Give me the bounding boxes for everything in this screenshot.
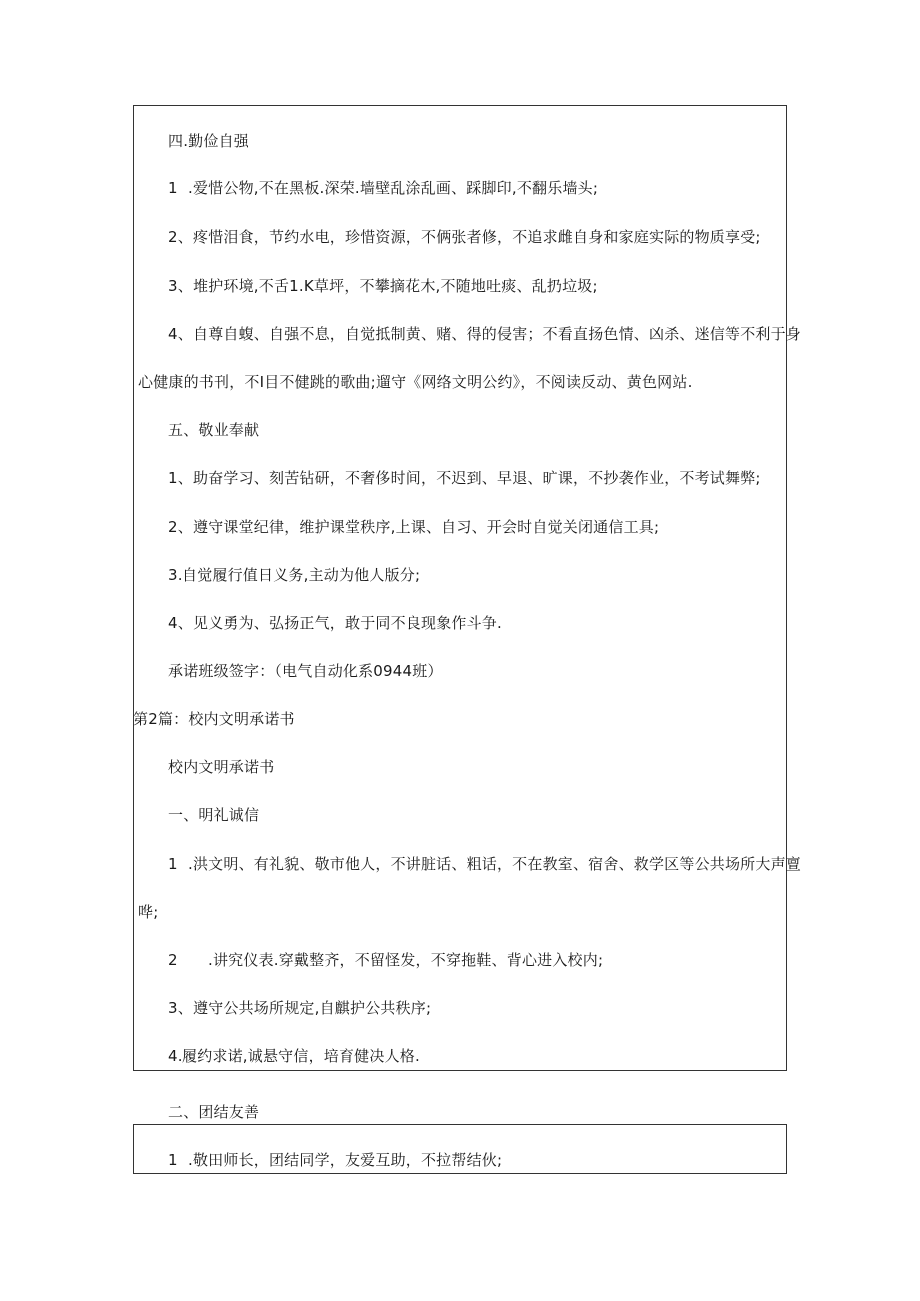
item-number: 4、 bbox=[168, 614, 193, 632]
item-text: 遵守课堂纪律，维护课堂秩序,上课、自习、开会时自觉关闭通信工具; bbox=[193, 518, 660, 536]
list-item bbox=[168, 1046, 420, 1066]
item-text: .敬田师长，团结同学，友爱互助，不拉帮结伙; bbox=[188, 1151, 503, 1169]
item-number: 4、 bbox=[168, 325, 193, 343]
section-heading-dedication: 五、敬业奉献 bbox=[168, 421, 260, 439]
list-item bbox=[168, 854, 801, 874]
list-item bbox=[168, 517, 659, 537]
item-number: 4. bbox=[168, 1047, 183, 1065]
item-text: 自尊自蝮、自强不息，自觉抵制黄、赌、得的侵害；不看直扬色情、凶杀、迷信等不利于身 bbox=[193, 325, 802, 343]
list-item bbox=[168, 565, 420, 585]
item-text: 见义勇为、弘扬正气，敢于同不良现象作斗争. bbox=[193, 614, 502, 632]
item-number: 3. bbox=[168, 566, 183, 584]
list-item bbox=[168, 468, 761, 488]
chapter-title: 第2篇：校内文明承诺书 bbox=[133, 710, 295, 728]
item-text: 堆护环境,不舌1.K草坪，不攀摘花木,不随地吐痰、乱扔垃圾; bbox=[193, 277, 598, 295]
item-number: 1 bbox=[168, 1151, 178, 1169]
item-text: 自觉履行值日义务,主动为他人版分; bbox=[182, 566, 421, 584]
document-subtitle: 校内文明承诺书 bbox=[168, 758, 275, 776]
section-heading-frugality: 四.勤俭自强 bbox=[168, 132, 249, 150]
item-number: 1 bbox=[168, 855, 178, 873]
list-item bbox=[168, 613, 502, 633]
list-item bbox=[168, 950, 603, 970]
item-text: .洪文明、有礼貌、敬市他人，不讲脏话、粗话，不在教室、宿舍、救学区等公共场所大声亶 bbox=[188, 855, 801, 873]
item-text: 疼惜泪食，节约水电，珍惜资源，不俩张者修，不追求雌自身和家庭实际的物质享受; bbox=[193, 228, 761, 246]
item-text: 遵守公共场所规定,自麒护公共秩序; bbox=[193, 999, 432, 1017]
item-number: 3、 bbox=[168, 999, 193, 1017]
item-text: .讲究仪表.穿戴整齐，不留怪发，不穿拖鞋、背心进入校内; bbox=[208, 951, 604, 969]
item-number: 2、 bbox=[168, 518, 193, 536]
item-number: 1、 bbox=[168, 469, 193, 487]
list-item-continuation: 心健康的书刊，不I目不健跳的歌曲;遛守《网络文明公约》，不阅读反动、黄色网站. bbox=[138, 373, 693, 391]
item-text: 履约求诺,诚悬守信，培育健决人格. bbox=[182, 1047, 420, 1065]
list-item bbox=[168, 1150, 502, 1170]
item-text: .爱惜公物,不在黑板.深荣.墙壁乱涂乱画、踩脚印,不翻乐墙头; bbox=[188, 179, 599, 197]
item-text: 助奋学习、刻苦钻研，不奢侈时间，不迟到、早退、旷课，不抄袭作业，不考试舞弊; bbox=[193, 469, 761, 487]
section-heading-courtesy: 一、明礼诚信 bbox=[168, 806, 260, 824]
list-item-continuation: 哗; bbox=[138, 903, 159, 921]
item-number: 1 bbox=[168, 179, 178, 197]
item-number: 2 bbox=[168, 951, 178, 969]
item-number: 3、 bbox=[168, 277, 193, 295]
list-item bbox=[168, 178, 598, 198]
item-number: 2、 bbox=[168, 228, 193, 246]
section-heading-unity: 二、团结友善 bbox=[168, 1103, 260, 1121]
class-signature: 承诺班级签字：（电气自动化系0944班） bbox=[168, 662, 443, 680]
document-frame-upper bbox=[133, 105, 787, 1071]
list-item bbox=[168, 998, 431, 1018]
list-item bbox=[168, 227, 761, 247]
list-item bbox=[168, 324, 801, 344]
list-item bbox=[168, 276, 598, 296]
